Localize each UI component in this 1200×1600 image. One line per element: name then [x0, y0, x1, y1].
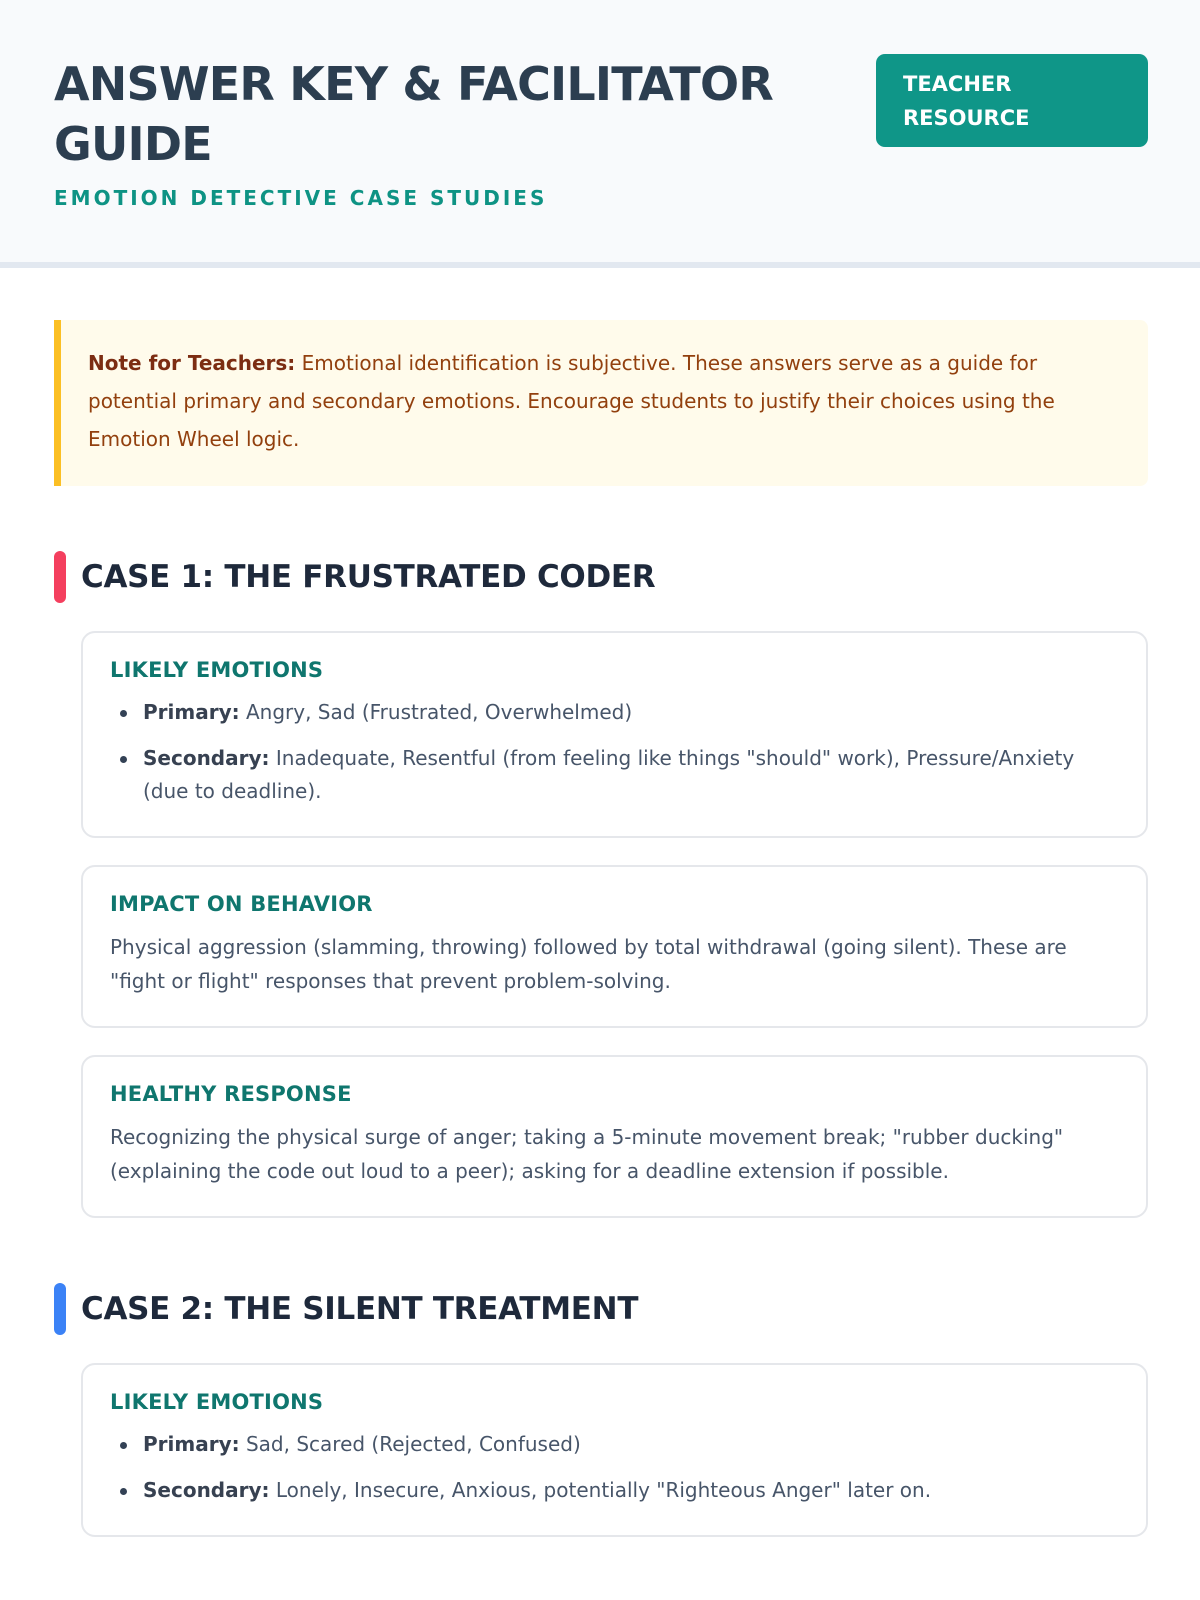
- case-2-section: [54, 1282, 1148, 1537]
- case-1-emotions-card: [81, 631, 1148, 838]
- list-item-secondary: [110, 742, 1118, 808]
- healthy-text: Recognizing the physical surge of anger; taking a 5-minute movement break; "rubber ducking" (explaining the code out loud to a peer); asking for a deadline extension if possible.: [110, 1125, 1064, 1183]
- page-header: [0, 0, 1200, 268]
- primary-text: Angry, Sad (Frustrated, Overwhelmed): [239, 700, 633, 724]
- page-subtitle: EMOTION DETECTIVE CASE STUDIES: [54, 186, 548, 210]
- page-title: ANSWER KEY & FACILITATOR GUIDE: [54, 57, 773, 171]
- card-heading: HEALTHY RESPONSE: [110, 1082, 352, 1106]
- card-heading: IMPACT ON BEHAVIOR: [110, 892, 373, 916]
- primary-label: Primary:: [143, 1432, 240, 1456]
- teacher-resource-badge: [876, 54, 1148, 147]
- case-2-title: CASE 2: THE SILENT TREATMENT: [81, 1291, 639, 1327]
- emotions-list: [110, 1428, 1118, 1507]
- case-1-section: [54, 550, 1148, 1218]
- primary-label: Primary:: [143, 700, 240, 724]
- list-item-primary: [110, 1428, 1118, 1461]
- case-1-accent-bar: [54, 551, 66, 603]
- note-label: Note for Teachers:: [88, 351, 296, 375]
- emotions-list: [110, 696, 1118, 808]
- card-heading: LIKELY EMOTIONS: [110, 658, 324, 682]
- case-1-title: CASE 1: THE FRUSTRATED CODER: [81, 559, 656, 595]
- badge-line-1: TEACHER: [903, 72, 1012, 96]
- secondary-text: Inadequate, Resentful (from feeling like things "should" work), Pressure/Anxiety (due to deadline).: [143, 746, 1075, 803]
- list-item-primary: [110, 696, 1118, 729]
- secondary-label: Secondary:: [143, 746, 270, 770]
- secondary-label: Secondary:: [143, 1478, 270, 1502]
- main-content: [0, 320, 1200, 1537]
- primary-text: Sad, Scared (Rejected, Confused): [239, 1432, 581, 1456]
- note-text: Emotional identification is subjective. These answers serve as a guide for potential primary and secondary emotions. Encourage students to justify their choices using the Emotion Wheel logic.: [88, 351, 1055, 451]
- case-2-emotions-card: [81, 1363, 1148, 1537]
- case-2-heading: [54, 1282, 1148, 1336]
- case-1-healthy-card: [81, 1055, 1148, 1218]
- case-1-impact-card: [81, 865, 1148, 1028]
- teacher-note: [54, 320, 1148, 486]
- card-heading: LIKELY EMOTIONS: [110, 1390, 324, 1414]
- badge-line-2: RESOURCE: [903, 106, 1030, 130]
- list-item-secondary: [110, 1474, 1118, 1507]
- secondary-text: Lonely, Insecure, Anxious, potentially "Righteous Anger" later on.: [269, 1478, 932, 1502]
- case-1-heading: [54, 550, 1148, 604]
- case-2-accent-bar: [54, 1283, 66, 1335]
- impact-text: Physical aggression (slamming, throwing) followed by total withdrawal (going silent). These are "fight or flight" responses that prevent problem-solving.: [110, 935, 1067, 993]
